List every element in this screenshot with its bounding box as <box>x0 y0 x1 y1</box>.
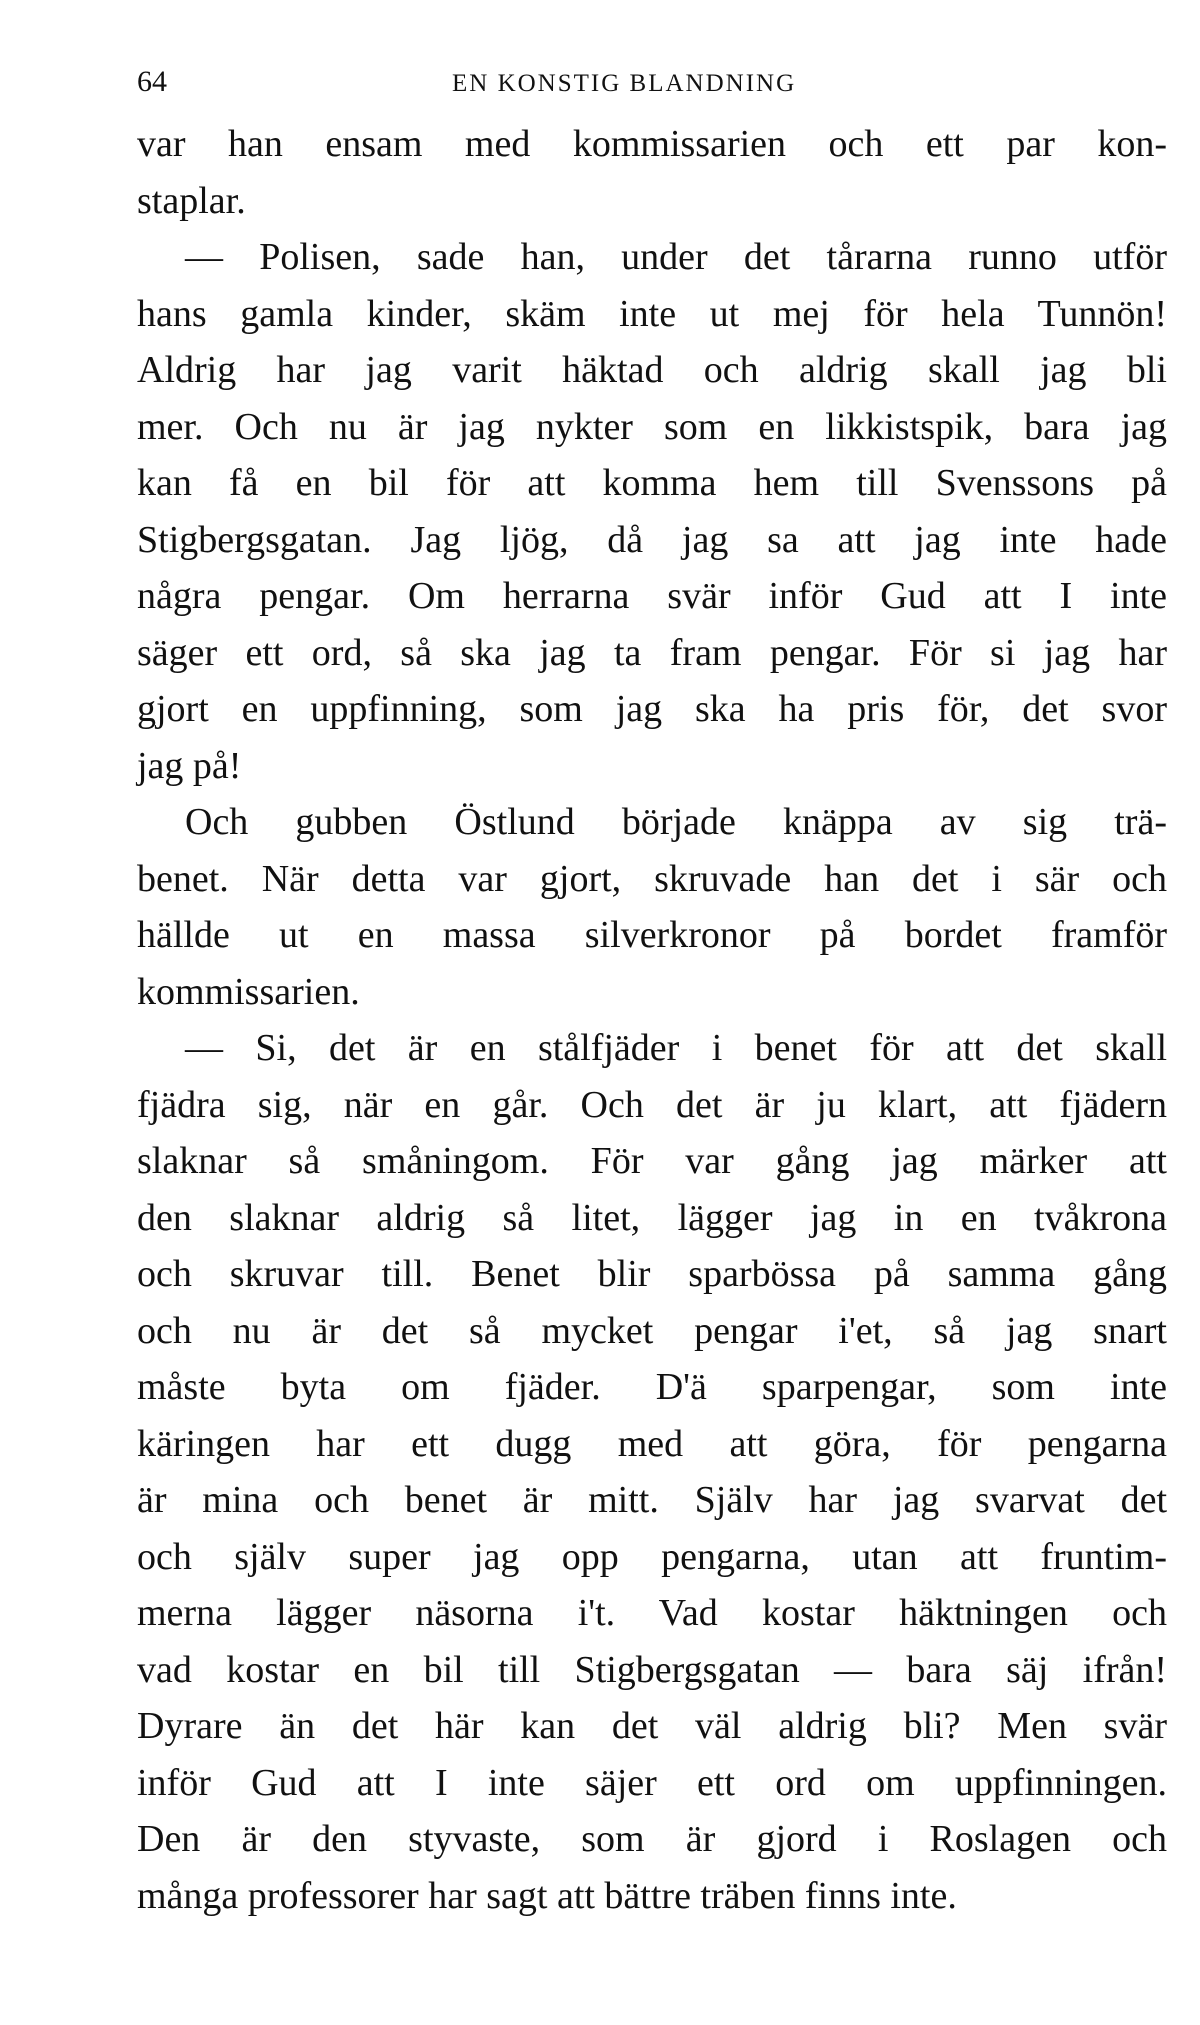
text-line: och själv super jag opp pengarna, utan att fruntim- <box>137 1535 1167 1578</box>
text-line: måste byta om fjäder. D'ä sparpengar, som inte <box>137 1366 1167 1408</box>
text-line: benet. När detta var gjort, skruvade han det i sär och <box>137 857 1167 900</box>
text-line: slaknar så småningom. För var gång jag märker att <box>137 1140 1167 1182</box>
text-line: några pengar. Om herrarna svär inför Gud att I inte <box>137 575 1167 617</box>
text-line: Och gubben Östlund började knäppa av sig trä- <box>185 801 1167 843</box>
text-line: hans gamla kinder, skäm inte ut mej för hela Tunnön! <box>137 292 1167 335</box>
text-line: kommissarien. <box>137 970 360 1013</box>
text-line: jag på! <box>137 744 242 787</box>
text-line: och nu är det så mycket pengar i'et, så jag snart <box>137 1309 1167 1352</box>
text-line: den slaknar aldrig så litet, lägger jag in en tvåkrona <box>137 1196 1167 1239</box>
text-line: säger ett ord, så ska jag ta fram pengar. För si jag har <box>137 631 1167 674</box>
text-line: Stigbergsgatan. Jag ljög, då jag sa att jag inte hade <box>137 518 1167 561</box>
text-line: Dyrare än det här kan det väl aldrig bli? Men svär <box>137 1705 1167 1747</box>
text-line: vad kostar en bil till Stigbergsgatan — bara säj ifrån! <box>137 1648 1167 1691</box>
text-line: kan få en bil för att komma hem till Svenssons på <box>137 462 1167 504</box>
text-line: — Polisen, sade han, under det tårarna runno utför <box>185 236 1167 278</box>
body-text <box>137 116 1167 1924</box>
text-line: och skruvar till. Benet blir sparbössa på samma gång <box>137 1253 1167 1295</box>
text-line: käringen har ett dugg med att göra, för pengarna <box>137 1422 1167 1465</box>
text-line: — Si, det är en stålfjäder i benet för att det skall <box>185 1027 1167 1069</box>
text-line: Den är den styvaste, som är gjord i Roslagen och <box>137 1818 1167 1860</box>
text-line: gjort en uppfinning, som jag ska ha pris för, det svor <box>137 688 1167 730</box>
running-head: EN KONSTIG BLANDNING <box>452 70 797 97</box>
page-number: 64 <box>137 65 167 98</box>
text-line: fjädra sig, när en går. Och det är ju klart, att fjädern <box>137 1083 1167 1126</box>
text-line: Aldrig har jag varit häktad och aldrig skall jag bli <box>137 349 1167 391</box>
text-line: merna lägger näsorna i't. Vad kostar häktningen och <box>137 1592 1167 1634</box>
text-line: mer. Och nu är jag nykter som en likkistspik, bara jag <box>137 405 1167 448</box>
text-line: är mina och benet är mitt. Själv har jag svarvat det <box>137 1479 1167 1521</box>
text-line: hällde ut en massa silverkronor på bordet framför <box>137 914 1167 956</box>
text-line: var han ensam med kommissarien och ett par kon- <box>137 123 1167 165</box>
page-header <box>137 64 1167 100</box>
text-line: staplar. <box>137 179 246 222</box>
text-line: många professorer har sagt att bättre träben finns inte. <box>137 1874 957 1917</box>
text-line: inför Gud att I inte säjer ett ord om uppfinningen. <box>137 1761 1167 1804</box>
